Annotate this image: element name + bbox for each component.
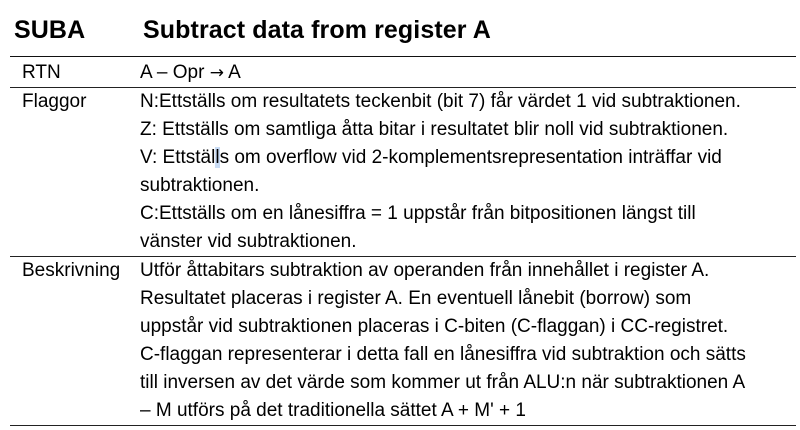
table-row-beskrivning bbox=[10, 257, 796, 425]
description-line: Utför åttabitars subtraktion av operanden från innehållet i register A. bbox=[140, 260, 710, 281]
flag-v-description bbox=[140, 144, 790, 172]
instruction-header bbox=[14, 12, 491, 48]
description-line: uppstår vid subtraktionen placeras i C-biten (C-flaggan) i CC-registret. bbox=[140, 316, 729, 337]
rtn-expression-left: A – Opr bbox=[140, 62, 210, 83]
flag-c-description: C:Ettställs om en lånesiffra = 1 uppstår från bitpositionen längst till bbox=[140, 203, 696, 224]
text-selection-highlight: l bbox=[215, 147, 220, 168]
flag-z-description: Z: Ettställs om samtliga åtta bitar i resultatet blir noll vid subtraktionen. bbox=[140, 119, 729, 140]
table-top-divider bbox=[10, 56, 796, 57]
description-line: Resultatet placeras i register A. En eventuell lånebit (borrow) som bbox=[140, 288, 692, 309]
flag-c-description-cont: vänster vid subtraktionen. bbox=[140, 231, 357, 252]
rtn-expression-right: A bbox=[223, 62, 241, 83]
table-row-rtn bbox=[10, 59, 796, 87]
description-line: till inversen av det värde som kommer ut från ALU:n när subtraktionen A bbox=[140, 372, 746, 393]
rtn-expression bbox=[140, 59, 790, 87]
description-text bbox=[140, 257, 790, 425]
flag-descriptions bbox=[140, 88, 790, 256]
flag-n-description: N:Ettställs om resultatets teckenbit (bit 7) får värdet 1 vid subtraktionen. bbox=[140, 91, 741, 112]
description-line: C-flaggan representerar i detta fall en lånesiffra vid subtraktion och sätts bbox=[140, 344, 746, 365]
row-label-beskrivning: Beskrivning bbox=[22, 260, 121, 281]
row-label-rtn: RTN bbox=[22, 62, 61, 83]
flag-v-text-start: V: Ettstäl bbox=[140, 147, 216, 168]
instruction-mnemonic: SUBA bbox=[14, 15, 86, 44]
table-row-flaggor bbox=[10, 88, 796, 256]
table-bottom-divider bbox=[10, 425, 796, 426]
flag-v-description-cont: subtraktionen. bbox=[140, 175, 260, 196]
instruction-title: Subtract data from register A bbox=[143, 15, 491, 44]
flag-v-text-end: s om overflow vid 2-komplementsrepresentation inträffar vid bbox=[219, 147, 722, 168]
description-line: – M utförs på det traditionella sättet A + M' + 1 bbox=[140, 400, 526, 421]
row-label-flaggor: Flaggor bbox=[22, 91, 87, 112]
right-arrow-icon: → bbox=[209, 63, 224, 83]
